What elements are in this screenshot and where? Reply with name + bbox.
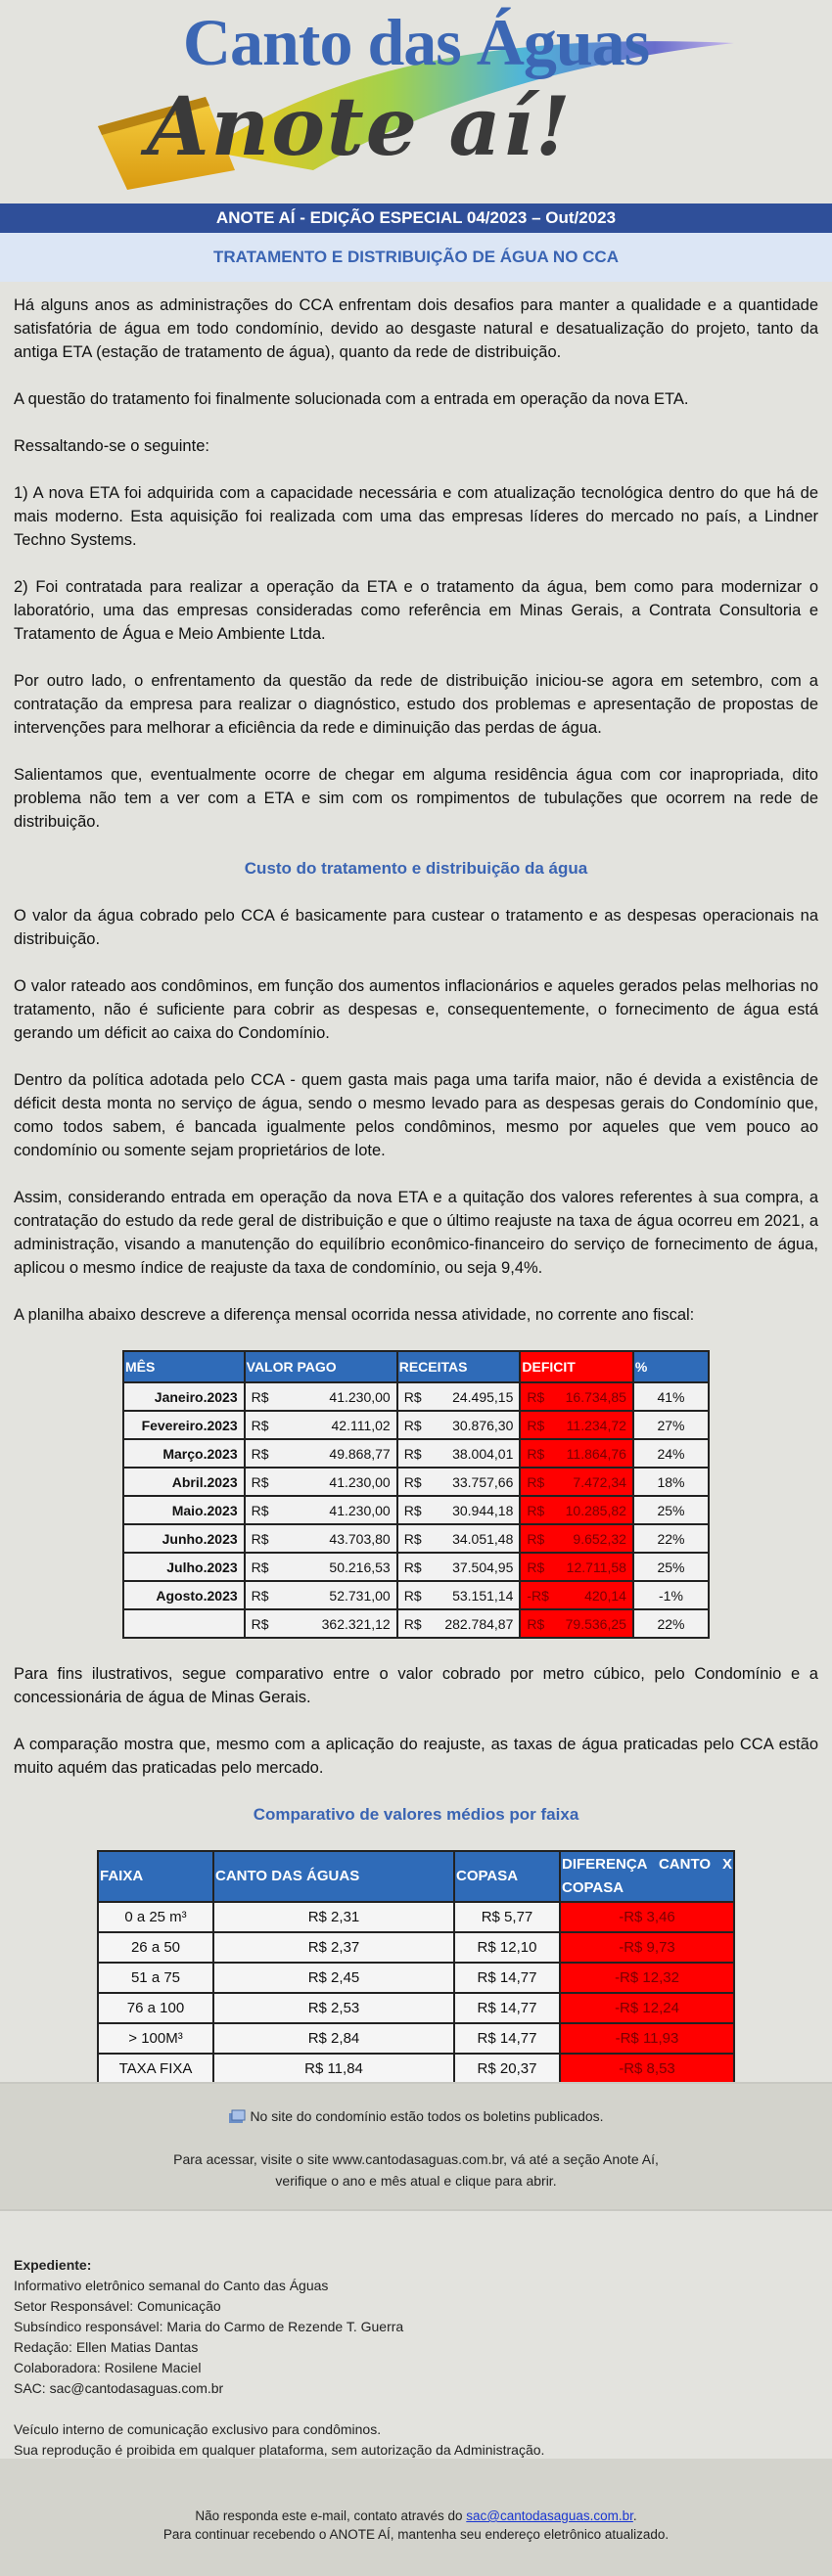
- cell-value: 30.876,30: [452, 1417, 514, 1433]
- currency-label: R$: [251, 1473, 269, 1490]
- cell-value: 49.868,77: [329, 1445, 391, 1462]
- percent-value: 22%: [657, 1615, 685, 1632]
- paragraph: Assim, considerando entrada em operação da nova ETA e a quitação dos valores referentes à sua compra, a contratação do estudo da rede geral de distribuição e que o último reajuste na taxa de água ocorreu em 2021, a administração, visando a manutenção do equilíbrio econômico-financeiro do serviço de fornecimento de água, aplicou o mesmo índice de reajuste da taxa de condomínio, ou seja 9,4%.: [14, 1189, 818, 1277]
- valor-pago-cell: [245, 1411, 397, 1439]
- cell-value: 52.731,00: [329, 1587, 391, 1604]
- table-row: [123, 1553, 709, 1581]
- percent-cell: [633, 1609, 709, 1638]
- faixa-cell: > 100M³: [98, 2023, 213, 2054]
- currency-label: R$: [251, 1530, 269, 1547]
- month-label: Fevereiro.2023: [141, 1417, 238, 1433]
- month-cell: [123, 1382, 245, 1411]
- month-cell: [123, 1496, 245, 1524]
- paragraph: O valor da água cobrado pelo CCA é basicamente para custear o tratamento e as despesas operacionais na distribuição.: [14, 907, 818, 948]
- expediente-block: [14, 2255, 816, 2461]
- cell-value: 41.230,00: [329, 1502, 391, 1518]
- percent-value: 25%: [657, 1502, 685, 1518]
- paragraph: O valor rateado aos condôminos, em função dos aumentos inflacionários e aqueles gerados pelas melhorias no tratamento, não é suficiente para cobrir as despesas e, consequentemente, o fornecimento de água está gerando um déficit ao caixa do Condomínio.: [14, 977, 818, 1042]
- faixa-cell: TAXA FIXA: [98, 2054, 213, 2084]
- currency-label: R$: [251, 1417, 269, 1433]
- expediente-line: Setor Responsável: Comunicação: [14, 2298, 221, 2314]
- currency-label: R$: [251, 1502, 269, 1518]
- receitas-cell: [397, 1524, 521, 1553]
- month-label: Março.2023: [162, 1445, 238, 1462]
- table-row: [123, 1411, 709, 1439]
- currency-label: R$: [251, 1587, 269, 1604]
- table-header: DEFICIT: [520, 1351, 633, 1382]
- month-cell: [123, 1411, 245, 1439]
- expediente-line: Subsíndico responsável: Maria do Carmo de Rezende T. Guerra: [14, 2319, 404, 2334]
- dif-cell: -R$ 3,46: [560, 1902, 734, 1932]
- cell-value: 362.321,12: [321, 1615, 391, 1632]
- receitas-cell: [397, 1581, 521, 1609]
- cell-value: 282.784,87: [444, 1615, 514, 1632]
- currency-label: R$: [403, 1388, 422, 1405]
- percent-value: 27%: [657, 1417, 685, 1433]
- percent-cell: [633, 1411, 709, 1439]
- table-header: %: [633, 1351, 709, 1382]
- deficit-cell: [520, 1468, 633, 1496]
- expediente-title: Expediente:: [14, 2257, 92, 2273]
- currency-label: R$: [403, 1615, 422, 1632]
- table-row: [98, 1902, 734, 1932]
- table-header: MÊS: [123, 1351, 245, 1382]
- currency-label: R$: [251, 1445, 269, 1462]
- logo-header: [0, 0, 832, 203]
- expediente-line: Redação: Ellen Matias Dantas: [14, 2339, 199, 2355]
- logo-subtitle: Anote aí!: [147, 80, 573, 174]
- veiculo-line: Sua reprodução é proibida em qualquer plataforma, sem autorização da Administração.: [14, 2442, 545, 2458]
- dif-cell: -R$ 9,73: [560, 1932, 734, 1963]
- month-cell: [123, 1609, 245, 1638]
- cell-value: 33.757,66: [452, 1473, 514, 1490]
- deficit-cell: [520, 1524, 633, 1553]
- table-row: [123, 1382, 709, 1411]
- percent-cell: [633, 1496, 709, 1524]
- dif-cell: -R$ 12,32: [560, 1963, 734, 1993]
- percent-value: 24%: [657, 1445, 685, 1462]
- subject-title: TRATAMENTO E DISTRIBUIÇÃO DE ÁGUA NO CCA: [0, 233, 832, 282]
- faixa-cell: 76 a 100: [98, 1993, 213, 2023]
- currency-label: R$: [251, 1615, 269, 1632]
- table-header: FAIXA: [98, 1851, 213, 1902]
- cell-value: 43.703,80: [329, 1530, 391, 1547]
- deficit-cell: [520, 1609, 633, 1638]
- paragraph: A planilha abaixo descreve a diferença mensal ocorrida nessa atividade, no corrente ano fiscal:: [14, 1306, 695, 1324]
- percent-value: 18%: [657, 1473, 685, 1490]
- receitas-cell: [397, 1496, 521, 1524]
- dif-cell: -R$ 12,24: [560, 1993, 734, 2023]
- table-row: [123, 1496, 709, 1524]
- valor-pago-cell: [245, 1382, 397, 1411]
- month-label: Maio.2023: [171, 1502, 238, 1518]
- percent-cell: [633, 1468, 709, 1496]
- dif-cell: -R$ 11,93: [560, 2023, 734, 2054]
- percent-value: 25%: [657, 1559, 685, 1575]
- valor-pago-cell: [245, 1553, 397, 1581]
- currency-label: R$: [251, 1559, 269, 1575]
- table-row: [123, 1468, 709, 1496]
- table-header: COPASA: [454, 1851, 560, 1902]
- currency-label: R$: [403, 1587, 422, 1604]
- paragraph: A questão do tratamento foi finalmente solucionada com a entrada em operação da nova ETA.: [14, 390, 689, 408]
- table-row: [98, 2023, 734, 2054]
- currency-label: R$: [251, 1388, 269, 1405]
- faixa-cell: 51 a 75: [98, 1963, 213, 1993]
- deficit-cell: [520, 1411, 633, 1439]
- currency-label: R$: [403, 1559, 422, 1575]
- currency-label: R$: [527, 1530, 545, 1547]
- article-body: [14, 294, 818, 2085]
- cell-value: 42.111,02: [331, 1417, 391, 1433]
- cell-value: 11.234,72: [566, 1417, 626, 1433]
- cell-value: 11.864,76: [566, 1445, 626, 1462]
- deficit-cell: [520, 1382, 633, 1411]
- copasa-cell: R$ 14,77: [454, 2023, 560, 2054]
- table-header: VALOR PAGO: [245, 1351, 397, 1382]
- percent-value: 22%: [657, 1530, 685, 1547]
- percent-value: -1%: [659, 1587, 683, 1604]
- currency-label: R$: [403, 1473, 422, 1490]
- deficit-cell: [520, 1439, 633, 1468]
- percent-cell: [633, 1581, 709, 1609]
- paragraph: Por outro lado, o enfrentamento da questão da rede de distribuição iniciou-se agora em setembro, com a contratação da empresa para realizar o diagnóstico, estudo dos problemas e apresentação de propostas de intervenções para melhorar a eficiência da rede e diminuição das perdas de água.: [14, 672, 818, 737]
- section-title-comparativo: Comparativo de valores médios por faixa: [253, 1805, 579, 1824]
- logo-title: Canto das Águas: [182, 5, 650, 79]
- receitas-cell: [397, 1411, 521, 1439]
- paragraph: Salientamos que, eventualmente ocorre de chegar em alguma residência água com cor inapropriada, dito problema não tem a ver com a ETA e sim com os rompimentos de tubulações que ocorrem na rede de distribuição.: [14, 766, 818, 831]
- valor-pago-cell: [245, 1496, 397, 1524]
- table-header: RECEITAS: [397, 1351, 521, 1382]
- dif-cell: -R$ 8,53: [560, 2054, 734, 2084]
- cell-value: 50.216,53: [329, 1559, 391, 1575]
- currency-label: R$: [527, 1502, 545, 1518]
- paragraph: A comparação mostra que, mesmo com a aplicação do reajuste, as taxas de água praticadas pelo CCA estão muito aquém das praticadas pelo mercado.: [14, 1736, 818, 1777]
- month-label: Abril.2023: [171, 1473, 238, 1490]
- month-cell: [123, 1581, 245, 1609]
- canto-cell: R$ 2,37: [213, 1932, 454, 1963]
- archive-icon: [228, 2109, 246, 2125]
- cell-value: 24.495,15: [452, 1388, 514, 1405]
- cell-value: 30.944,18: [452, 1502, 514, 1518]
- table-row: [123, 1524, 709, 1553]
- canto-cell: R$ 2,31: [213, 1902, 454, 1932]
- copasa-cell: R$ 12,10: [454, 1932, 560, 1963]
- currency-label: R$: [527, 1388, 545, 1405]
- noreply-text: Não responda este e-mail, contato através do sac@cantodasaguas.com.br. Para continuar recebendo o ANOTE AÍ, mantenha seu endereço eletrônico atualizado.: [162, 2508, 670, 2542]
- cell-value: 10.285,82: [565, 1502, 626, 1518]
- paragraph: 1) A nova ETA foi adquirida com a capacidade necessária e com atualização tecnológica dentro do que há de mais moderno. Esta aquisição foi realizada com uma das empresas líderes do mercado no país, a Lindner Techno Systems.: [14, 484, 818, 549]
- cell-value: 7.472,34: [573, 1473, 626, 1490]
- currency-label: R$: [403, 1502, 422, 1518]
- cell-value: 79.536,25: [565, 1615, 626, 1632]
- month-label: Julho.2023: [166, 1559, 238, 1575]
- paragraph: Dentro da política adotada pelo CCA - quem gasta mais paga uma tarifa maior, não é devida a existência de déficit desta monta no serviço de água, sendo o mesmo levado para as despesas gerais do Condomínio que, como todos sabem, é bancada igualmente pelos condôminos, mesmo por aqueles que vem pouco ao condomínio ou somente sejam proprietários de lote.: [14, 1071, 818, 1159]
- table-row: [123, 1581, 709, 1609]
- access-instructions: Para acessar, visite o site www.cantodasaguas.com.br, vá até a seção Anote Aí, verifique o ano e mês atual e clique para abrir.: [173, 2151, 659, 2189]
- paragraph: 2) Foi contratada para realizar a operação da ETA e o tratamento da água, bem como para modernizar o laboratório, uma das empresas consideradas como referência em Minas Gerais, a Contrata Consultoria e Tratamento de Água e Meio Ambiente Ltda.: [14, 578, 818, 643]
- expediente-line: SAC: sac@cantodasaguas.com.br: [14, 2380, 224, 2396]
- expediente-line: Colaboradora: Rosilene Maciel: [14, 2360, 202, 2375]
- receitas-cell: [397, 1382, 521, 1411]
- deficit-cell: [520, 1581, 633, 1609]
- valor-pago-cell: [245, 1524, 397, 1553]
- table-row: [98, 2054, 734, 2084]
- paragraph: Há alguns anos as administrações do CCA enfrentam dois desafios para manter a qualidade e a quantidade satisfatória de água em todo condomínio, devido ao desgaste natural e desatualização do projeto, tanto da antiga ETA (estação de tratamento de água), quanto da rede de distribuição.: [14, 296, 818, 361]
- sac-email-link[interactable]: sac@cantodasaguas.com.br: [466, 2508, 633, 2523]
- deficit-cell: [520, 1496, 633, 1524]
- table-row: [98, 1963, 734, 1993]
- currency-label: R$: [403, 1530, 422, 1547]
- faixa-cell: 0 a 25 m³: [98, 1902, 213, 1932]
- copasa-cell: R$ 14,77: [454, 1993, 560, 2023]
- valor-pago-cell: [245, 1439, 397, 1468]
- percent-cell: [633, 1553, 709, 1581]
- table-row: [98, 1993, 734, 2023]
- canto-cell: R$ 2,53: [213, 1993, 454, 2023]
- currency-label: R$: [403, 1445, 422, 1462]
- table-header: DIFERENÇA CANTO X COPASA: [560, 1851, 734, 1902]
- currency-label: R$: [527, 1417, 545, 1433]
- valor-pago-cell: [245, 1609, 397, 1638]
- percent-cell: [633, 1382, 709, 1411]
- cell-value: 41.230,00: [329, 1473, 391, 1490]
- copasa-cell: R$ 20,37: [454, 2054, 560, 2084]
- month-label: Janeiro.2023: [154, 1388, 238, 1405]
- currency-label: R$: [527, 1615, 545, 1632]
- divider: [0, 2209, 832, 2211]
- month-cell: [123, 1439, 245, 1468]
- cell-value: 34.051,48: [452, 1530, 514, 1547]
- currency-label: -R$: [527, 1587, 549, 1604]
- cell-value: 37.504,95: [452, 1559, 514, 1575]
- table-row: [123, 1609, 709, 1638]
- cell-value: 38.004,01: [452, 1445, 514, 1462]
- expediente-line: Informativo eletrônico semanal do Canto das Águas: [14, 2278, 329, 2293]
- cell-value: 9.652,32: [573, 1530, 626, 1547]
- copasa-cell: R$ 14,77: [454, 1963, 560, 1993]
- faixa-cell: 26 a 50: [98, 1932, 213, 1963]
- deficit-cell: [520, 1553, 633, 1581]
- currency-label: R$: [527, 1445, 545, 1462]
- percent-cell: [633, 1439, 709, 1468]
- receitas-cell: [397, 1609, 521, 1638]
- currency-label: R$: [527, 1559, 545, 1575]
- month-cell: [123, 1468, 245, 1496]
- table-row: [123, 1439, 709, 1468]
- percent-value: 41%: [657, 1388, 685, 1405]
- canto-cell: R$ 2,45: [213, 1963, 454, 1993]
- comparison-table: [97, 1850, 735, 2085]
- month-label: Junho.2023: [162, 1530, 238, 1547]
- cell-value: 16.734,85: [565, 1388, 626, 1405]
- month-cell: [123, 1524, 245, 1553]
- table-row: [98, 1932, 734, 1963]
- month-label: Agosto.2023: [156, 1587, 238, 1604]
- cell-value: 12.711,58: [566, 1559, 626, 1575]
- site-note: No site do condomínio estão todos os boletins publicados.: [0, 2105, 832, 2127]
- valor-pago-cell: [245, 1468, 397, 1496]
- receitas-cell: [397, 1553, 521, 1581]
- currency-label: R$: [527, 1473, 545, 1490]
- deficit-table: [122, 1350, 710, 1639]
- percent-cell: [633, 1524, 709, 1553]
- copasa-cell: R$ 5,77: [454, 1902, 560, 1932]
- table-header: CANTO DAS ÁGUAS: [213, 1851, 454, 1902]
- paragraph: Ressaltando-se o seguinte:: [14, 437, 209, 455]
- paragraph: Para fins ilustrativos, segue comparativo entre o valor cobrado por metro cúbico, pelo Condomínio e a concessionária de água de Minas Gerais.: [14, 1665, 818, 1706]
- month-cell: [123, 1553, 245, 1581]
- edition-bar: ANOTE AÍ - EDIÇÃO ESPECIAL 04/2023 – Out/2023: [0, 203, 832, 233]
- currency-label: R$: [403, 1417, 422, 1433]
- receitas-cell: [397, 1468, 521, 1496]
- canto-cell: R$ 11,84: [213, 2054, 454, 2084]
- cell-value: 41.230,00: [329, 1388, 391, 1405]
- canto-cell: R$ 2,84: [213, 2023, 454, 2054]
- valor-pago-cell: [245, 1581, 397, 1609]
- veiculo-line: Veículo interno de comunicação exclusivo para condôminos.: [14, 2421, 382, 2437]
- cell-value: 420,14: [584, 1587, 626, 1604]
- cell-value: 53.151,14: [452, 1587, 514, 1604]
- section-title-custo: Custo do tratamento e distribuição da água: [244, 859, 588, 878]
- receitas-cell: [397, 1439, 521, 1468]
